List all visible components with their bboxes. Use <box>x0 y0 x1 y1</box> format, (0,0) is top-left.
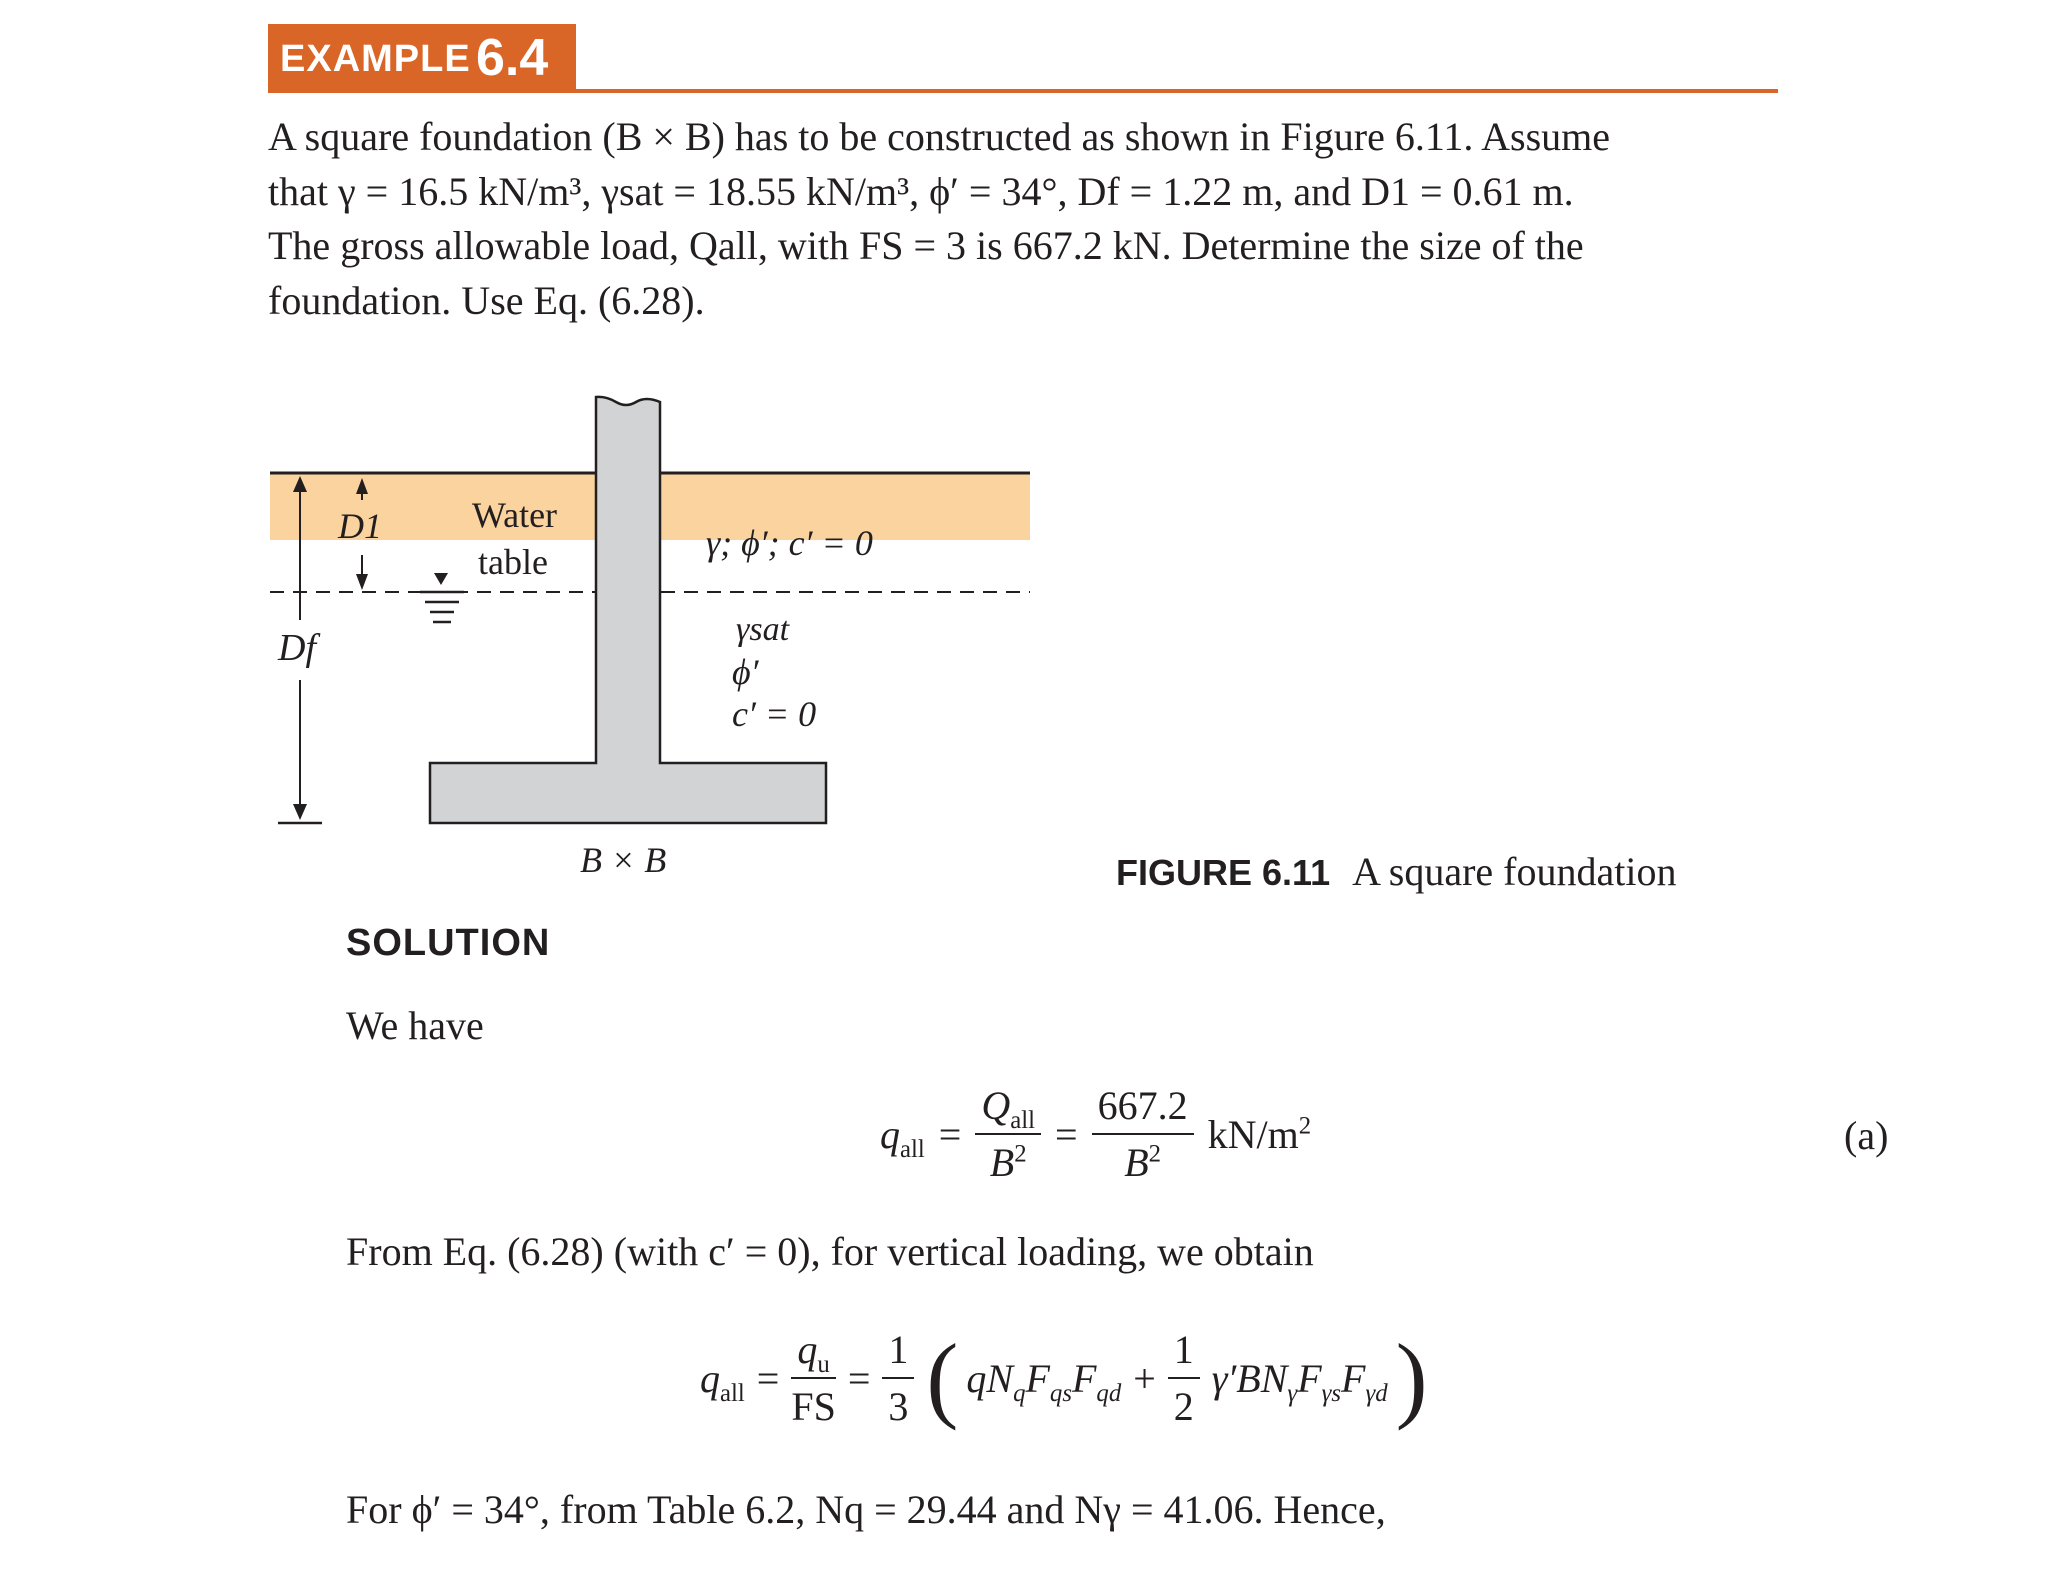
eq-b-one-third: $\frac{1}{3}$ <box>882 1326 914 1430</box>
water-table-symbol <box>420 573 464 622</box>
water-table-label-2: table <box>478 542 548 582</box>
for-phi-text: For ϕ′ = 34°, from Table 6.2, Nq = 29.44 and Nγ = 41.06. Hence, <box>346 1487 1386 1532</box>
problem-line-1: A square foundation (B × B) has to be constructed as shown in Figure 6.11. Assume <box>268 114 1611 159</box>
example-word: EXAMPLE <box>280 38 471 80</box>
df-label: Df <box>278 627 316 669</box>
eq-a-unit: $kN/m^2$ <box>1207 1111 1312 1157</box>
eq-b-term1: $qN_qF_{qs}F_{qd}$ <box>966 1355 1122 1407</box>
eq-a-lhs: $q_{all}$ <box>880 1111 925 1163</box>
footing-size-label: B × B <box>580 840 667 880</box>
figure-caption-text: A square foundation <box>1352 849 1677 894</box>
eq-b-frac: $\frac{q_u}{FS}$ <box>791 1327 836 1429</box>
eq-b-one-half: $\frac{1}{2}$ <box>1168 1326 1200 1430</box>
equation-b: $q_{all}$ = $\frac{q_u}{FS}$ = $\frac{1}{3}$ ( $qN_qF_{qs}F_{qd}$ + $\frac{1}{2}$ $\gamma'BN_\gamma F_{\gamma s}F_{\gamma d}$ ) <box>700 1324 1428 1431</box>
figure-caption-label: FIGURE 6.11 <box>1116 852 1331 893</box>
eq-a-frac1: $\frac{Q_{all}}{B^2}$ <box>975 1082 1041 1186</box>
lower-soil-label-1: γsat <box>736 611 790 648</box>
we-have-text: We have <box>346 1003 484 1048</box>
problem-line-3: The gross allowable load, Qall, with FS = 3 is 667.2 kN. Determine the size of the <box>268 223 1584 269</box>
solution-heading: SOLUTION <box>346 922 551 964</box>
equation-a-tag: (a) <box>1844 1113 1889 1158</box>
from-eq-text: From Eq. (6.28) (with c′ = 0), for vertical loading, we obtain <box>346 1229 1314 1274</box>
figure-caption <box>1116 848 1676 895</box>
water-table-label-1: Water <box>472 495 558 535</box>
lower-soil-label-2: ϕ′ <box>732 652 759 692</box>
eq-a-frac2: $\frac{667.2}{B^2}$ <box>1092 1082 1194 1186</box>
lower-soil-label-3: c′ = 0 <box>732 694 817 734</box>
problem-line-4: foundation. Use Eq. (6.28). <box>268 277 705 323</box>
column-and-footing <box>430 397 826 823</box>
problem-line-2: that γ = 16.5 kN/m³, γsat = 18.55 kN/m³, ϕ′ = 34°, Df = 1.22 m, and D1 = 0.61 m. <box>268 168 1574 214</box>
d1-label: D1 <box>338 506 382 546</box>
eq-b-lhs: $q_{all}$ <box>700 1355 745 1407</box>
eq-b-term2: $\gamma'BN_\gamma F_{\gamma s}F_{\gamma d}$ <box>1211 1355 1388 1407</box>
upper-soil-label: γ; ϕ′; c′ = 0 <box>706 523 873 563</box>
equation-a: $q_{all}$ = $\frac{Q_{all}}{B^2}$ = $\frac{667.2}{B^2}$ $kN/m^2$ <box>880 1083 1312 1185</box>
example-number: 6.4 <box>476 29 549 87</box>
